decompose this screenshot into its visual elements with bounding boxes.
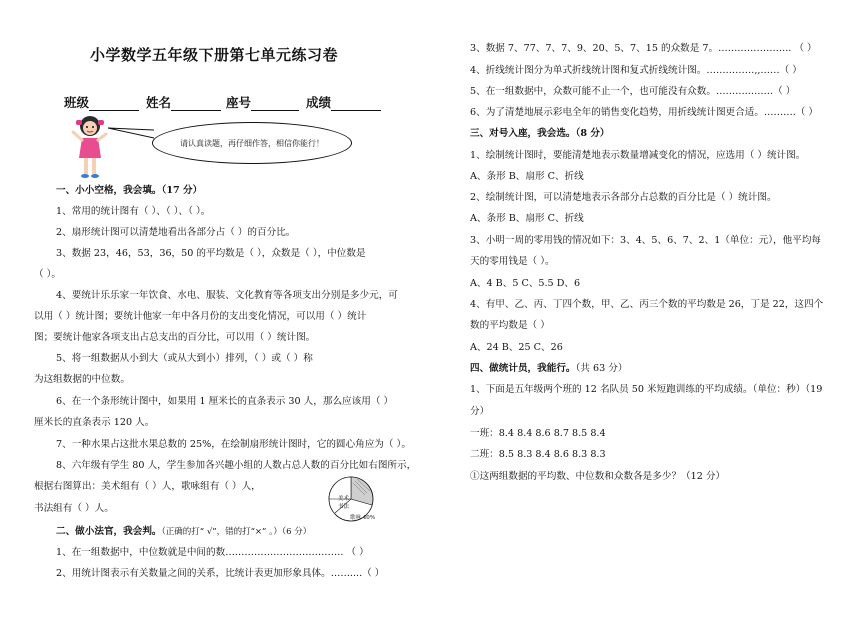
s1-q8-line3: 书法组有（ ）人。 — [34, 503, 114, 514]
name-blank[interactable] — [171, 98, 221, 111]
pie-label-art: 美术 — [338, 496, 350, 502]
score-label: 成绩 — [306, 95, 332, 110]
speech-bubble — [152, 122, 352, 164]
s3-q4-line1: 4、有甲、乙、丙、丁四个数，甲、乙、丙三个数的平均数是 26，丁是 22，这四个 — [470, 299, 824, 310]
s1-q8-line2: 根据右图算出：美术组有（ ）人，歌咏组有（ ）人， — [34, 481, 261, 492]
s2-q2: 2、用统计图表示有关数量之间的关系，比统计表更加形象具体。……....（ ） — [56, 568, 385, 579]
score-blank[interactable] — [331, 98, 381, 111]
section4-title-note: （共 63 分） — [575, 363, 628, 374]
s2-q6: 6、为了清楚地展示彩电全年的销售变化趋势，用折线统计图更合适。……….（ ） — [470, 107, 818, 118]
s4-sub1: ①这两组数据的平均数、中位数和众数各是多少？（12 分） — [470, 471, 726, 482]
class-field — [64, 93, 139, 111]
girl-illustration — [70, 112, 110, 182]
s1-q4-line3: 图；要统计他家各项支出占总支出的百分比，可以用（ ）统计图。 — [34, 332, 316, 343]
s1-q3-line2: （ ）。 — [34, 269, 62, 280]
s1-q6-line2: 厘米长的直条表示 120 人。 — [34, 417, 155, 428]
class-label: 班级 — [64, 95, 90, 110]
s3-q3-line2: 天的零用钱是（ ）。 — [470, 256, 555, 267]
s3-q3-options: A、4 B、5 C、5.5 D、6 — [470, 278, 581, 289]
section4-title-main: 四、做统计员，我能行。 — [470, 363, 576, 374]
seat-field — [226, 93, 299, 111]
class1-times: 一班：8.4 8.4 8.6 8.7 8.5 8.4 — [470, 428, 606, 439]
seat-blank[interactable] — [251, 98, 299, 111]
score-field — [306, 93, 381, 111]
s3-q3-line1: 3、小明一周的零用钱的情况如下：3、4、5、6、7、2、1（单位：元），他平均每 — [470, 235, 822, 246]
s3-q1-options: A、条形 B、扇形 C、折线 — [470, 171, 584, 182]
s1-q8-line1: 8、六年级有学生 80 人，学生参加各兴趣小组的人数占总人数的百分比如右图所示， — [56, 460, 417, 471]
s1-q2: 2、扇形统计图可以清楚地看出各部分占（ ）的百分比。 — [56, 227, 296, 238]
section2-title-note: （正确的打“ √”，错的打“×” 。）（6 分） — [161, 527, 312, 537]
s4-q1-line2: 分） — [470, 406, 490, 417]
seat-label: 座号 — [226, 95, 252, 110]
s3-q4-options: A、24 B、25 C、26 — [470, 342, 563, 353]
section1-title: 一、小小空格，我会填。（17 分） — [56, 185, 203, 196]
page-title: 小学数学五年级下册第七单元练习卷 — [90, 46, 339, 64]
s1-q5-line1: 5、将一组数据从小到大（或从大到小）排列，（ ）或（ ）称 — [56, 353, 313, 364]
s3-q4-line2: 数的平均数是（ ） — [470, 320, 550, 331]
pie-label-calligraphy: 书法 — [338, 504, 350, 510]
section4-title — [470, 364, 627, 374]
section2-title — [56, 527, 311, 537]
s1-q1: 1、常用的统计图有（ ）、（ ）、（ ）。 — [56, 206, 211, 217]
pie-label-singing: 歌咏 40% — [350, 515, 375, 521]
s2-q1: 1、在一组数据中，中位数就是中间的数………………………………. （ ） — [56, 547, 369, 558]
bubble-text: 请认真读题，再仔细作答，相信你能行！ — [180, 138, 324, 148]
s3-q2: 2、绘制统计图，可以清楚地表示各部分占总数的百分比是（ ）统计图。 — [470, 192, 777, 203]
name-label: 姓名 — [146, 95, 172, 110]
s2-q4: 4、折线统计图分为单式折线统计图和复式折线统计图。……………,,……（ ） — [470, 65, 802, 76]
s2-q3: 3、数据 7、77、7、7、9、20、5、7、15 的众数是 7。………………….. （ ） — [470, 43, 817, 54]
s1-q7: 7、一种水果占这批水果总数的 25%，在绘制扇形统计图时，它的圆心角应为（ ）。 — [56, 439, 411, 450]
s1-q4-line2: 以用（ ）统计图；要统计他家一年中各月份的支出变化情况，可以用（ ）统计 — [34, 311, 367, 322]
s1-q5-line2: 为这组数据的中位数。 — [34, 374, 130, 385]
s2-q5: 5、在一组数据中，众数可能不止一个，也可能没有众数。………..…….（ ） — [470, 86, 796, 97]
s1-q6-line1: 6、在一个条形统计图中，如果用 1 厘米长的直条表示 30 人，那么应该用（ ） — [56, 396, 394, 407]
class2-times: 二班：8.5 8.3 8.4 8.6 8.3 8.3 — [470, 449, 606, 460]
section3-title: 三、对号入座，我会选。（8 分） — [470, 128, 610, 139]
section2-title-main: 二、做小法官，我会判。 — [56, 526, 162, 537]
s4-q1-line1: 1、下面是五年级两个班的 12 名队员 50 米短跑训练的平均成绩。（单位：秒）（19 — [470, 384, 823, 395]
s1-q4-line1: 4、要统计乐乐家一年饮食、水电、服装、文化教育等各项支出分别是多少元，可 — [56, 290, 398, 301]
s3-q1: 1、绘制统计图时，要能清楚地表示数量增减变化的情况，应选用（ ）统计图。 — [470, 150, 806, 161]
class-blank[interactable] — [89, 98, 139, 111]
name-field — [146, 93, 221, 111]
s3-q2-options: A、条形 B、扇形 C、折线 — [470, 213, 584, 224]
s1-q3-line1: 3、数据 23，46，53，36，50 的平均数是（ ），众数是（ ），中位数是 — [56, 248, 366, 259]
